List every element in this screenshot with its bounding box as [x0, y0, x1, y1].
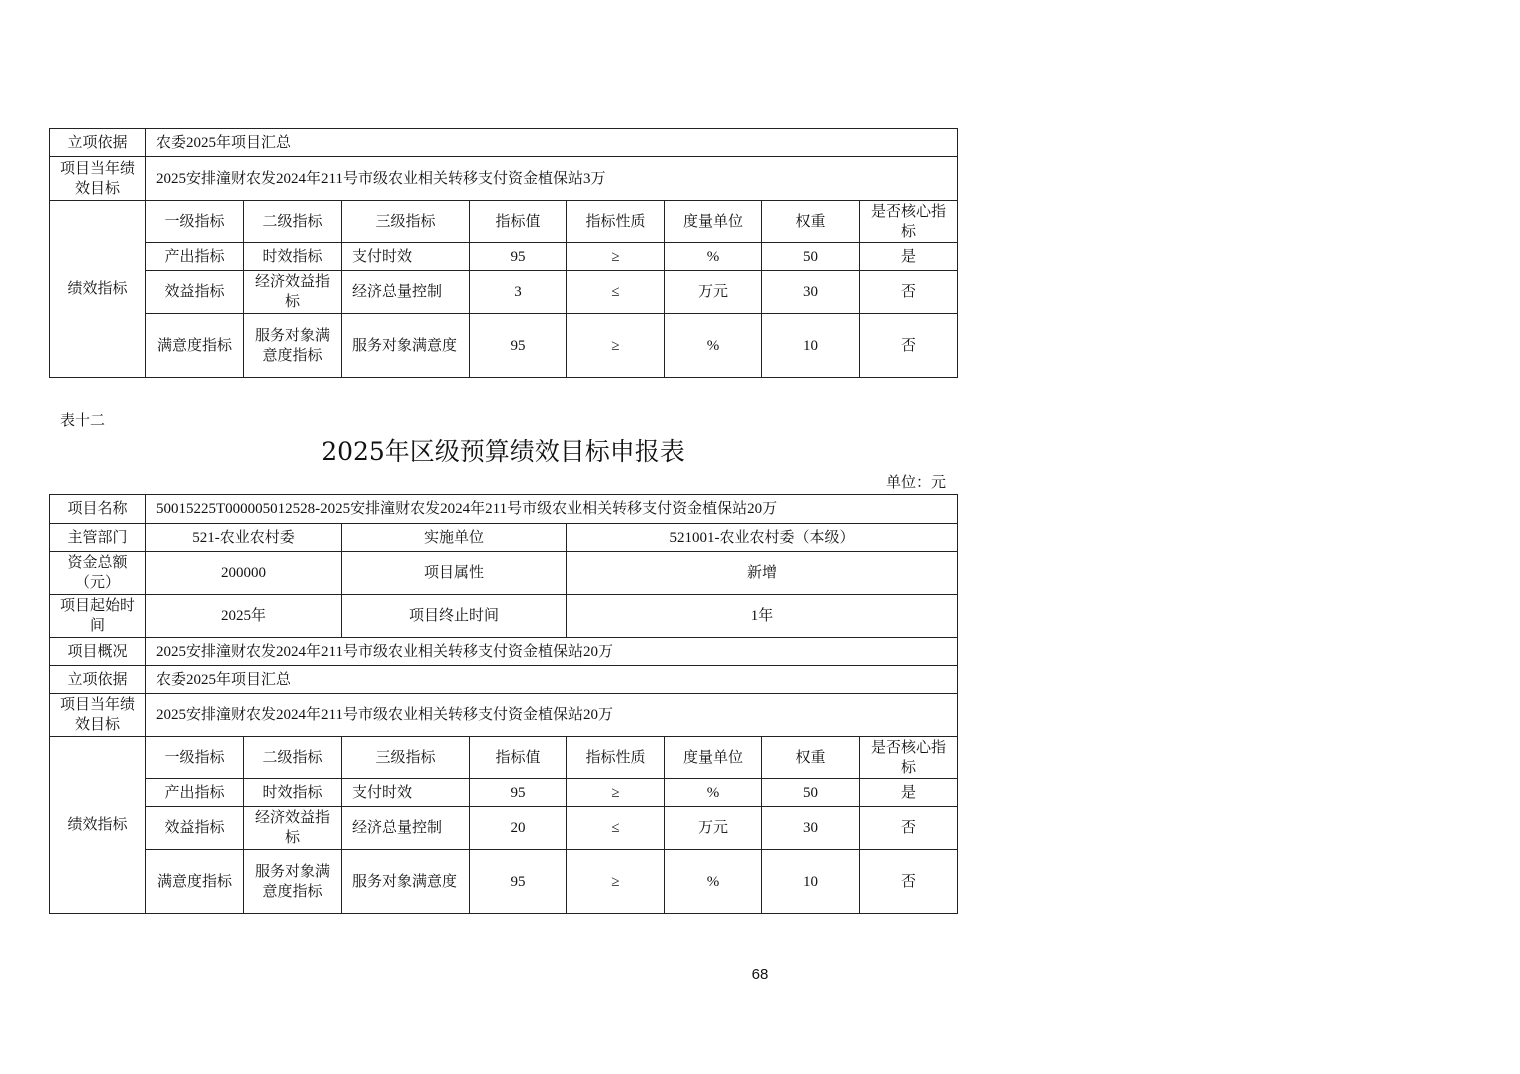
header-cell: 三级指标: [342, 737, 470, 779]
table-row: [50, 779, 958, 807]
table-cell: 经济总量控制: [342, 807, 470, 850]
dept-value: 521-农业农村委: [146, 524, 342, 552]
header-cell: 度量单位: [665, 737, 762, 779]
table-cell: 效益指标: [146, 807, 244, 850]
table-cell: 20: [470, 807, 567, 850]
table-cell: 95: [470, 850, 567, 914]
table-cell: 万元: [665, 271, 762, 314]
goal-label: 项目当年绩效目标: [50, 157, 146, 201]
table-cell: ≤: [567, 271, 665, 314]
attr-value: 新增: [567, 552, 958, 595]
page-number: 68: [751, 966, 769, 983]
start-label: 项目起始时间: [50, 595, 146, 638]
page-title: 2025年区级预算绩效目标申报表: [321, 437, 685, 466]
start-value: 2025年: [146, 595, 342, 638]
table-cell: 满意度指标: [146, 314, 244, 378]
table-cell: 经济效益指标: [244, 271, 342, 314]
header-cell: 是否核心指标: [860, 737, 958, 779]
table-cell: ≤: [567, 807, 665, 850]
header-cell: 权重: [762, 737, 860, 779]
table-cell: 50: [762, 779, 860, 807]
table-cell: 95: [470, 243, 567, 271]
table-cell: 是: [860, 779, 958, 807]
table-cell: %: [665, 779, 762, 807]
table-cell: ≥: [567, 850, 665, 914]
header-cell: 一级指标: [146, 201, 244, 243]
header-cell: 三级指标: [342, 201, 470, 243]
overview-value: 2025安排潼财农发2024年211号市级农业相关转移支付资金植保站20万: [146, 638, 958, 666]
table-cell: ≥: [567, 314, 665, 378]
basis-value: 农委2025年项目汇总: [146, 129, 958, 157]
table-cell: 效益指标: [146, 271, 244, 314]
overview-label: 项目概况: [50, 638, 146, 666]
table-cell: 30: [762, 807, 860, 850]
table-cell: %: [665, 314, 762, 378]
basis-label: 立项依据: [50, 666, 146, 694]
table-cell: 服务对象满意度指标: [244, 850, 342, 914]
table-cell: 万元: [665, 807, 762, 850]
fund-label: 资金总额（元）: [50, 552, 146, 595]
table-row: [50, 243, 958, 271]
header-cell: 权重: [762, 201, 860, 243]
fund-value: 200000: [146, 552, 342, 595]
table-cell: 是: [860, 243, 958, 271]
goal-label: 项目当年绩效目标: [50, 694, 146, 737]
header-cell: 二级指标: [244, 201, 342, 243]
table-cell: 否: [860, 807, 958, 850]
end-label: 项目终止时间: [342, 595, 567, 638]
table-cell: 产出指标: [146, 243, 244, 271]
table-cell: 30: [762, 271, 860, 314]
impl-label: 实施单位: [342, 524, 567, 552]
project-name-label: 项目名称: [50, 495, 146, 524]
table-cell: 支付时效: [342, 243, 470, 271]
table-cell: ≥: [567, 243, 665, 271]
table-row: [50, 314, 958, 378]
table-cell: 服务对象满意度: [342, 314, 470, 378]
table-cell: 否: [860, 271, 958, 314]
basis-value: 农委2025年项目汇总: [146, 666, 958, 694]
table-cell: 服务对象满意度指标: [244, 314, 342, 378]
table-cell: 3: [470, 271, 567, 314]
impl-value: 521001-农业农村委（本级）: [567, 524, 958, 552]
basis-label: 立项依据: [50, 129, 146, 157]
header-cell: 指标性质: [567, 737, 665, 779]
table-row: [50, 807, 958, 850]
table-cell: 时效指标: [244, 243, 342, 271]
table-cell: ≥: [567, 779, 665, 807]
table-cell: %: [665, 243, 762, 271]
header-cell: 二级指标: [244, 737, 342, 779]
perf-label: 绩效指标: [50, 737, 146, 914]
table-cell: 满意度指标: [146, 850, 244, 914]
goal-value: 2025安排潼财农发2024年211号市级农业相关转移支付资金植保站20万: [146, 694, 958, 737]
table-cell: 支付时效: [342, 779, 470, 807]
attr-label: 项目属性: [342, 552, 567, 595]
table-cell: 服务对象满意度: [342, 850, 470, 914]
table-cell: 经济总量控制: [342, 271, 470, 314]
table-cell: 50: [762, 243, 860, 271]
table-cell: 时效指标: [244, 779, 342, 807]
table-cell: 经济效益指标: [244, 807, 342, 850]
header-cell: 一级指标: [146, 737, 244, 779]
table-cell: 10: [762, 850, 860, 914]
end-value: 1年: [567, 595, 958, 638]
table-row: [50, 271, 958, 314]
upper-performance-table: [49, 128, 958, 378]
project-name-value: 50015225T000005012528-2025安排潼财农发2024年211号市级农业相关转移支付资金植保站20万: [146, 495, 958, 524]
header-cell: 指标性质: [567, 201, 665, 243]
table-cell: 95: [470, 314, 567, 378]
table-cell: 否: [860, 314, 958, 378]
goal-value: 2025安排潼财农发2024年211号市级农业相关转移支付资金植保站3万: [146, 157, 958, 201]
table-row: [50, 850, 958, 914]
table-cell: 95: [470, 779, 567, 807]
perf-label: 绩效指标: [50, 201, 146, 378]
budget-target-table: [49, 494, 958, 914]
table-number: 表十二: [60, 413, 106, 429]
table-cell: 产出指标: [146, 779, 244, 807]
table-cell: 10: [762, 314, 860, 378]
header-cell: 指标值: [470, 201, 567, 243]
dept-label: 主管部门: [50, 524, 146, 552]
header-cell: 是否核心指标: [860, 201, 958, 243]
unit-label: 单位：元: [885, 475, 946, 491]
header-cell: 指标值: [470, 737, 567, 779]
table-cell: %: [665, 850, 762, 914]
table-cell: 否: [860, 850, 958, 914]
header-cell: 度量单位: [665, 201, 762, 243]
